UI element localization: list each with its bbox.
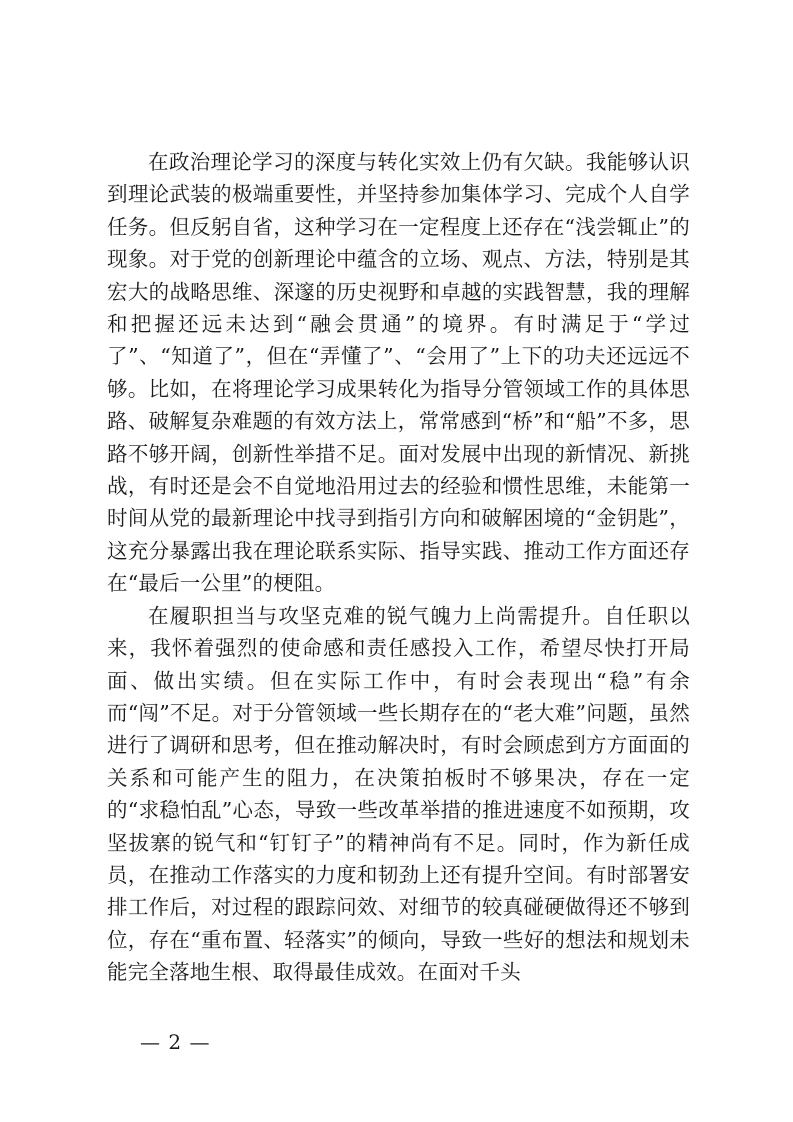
paragraph-responsibility: 在履职担当与攻坚克难的锐气魄力上尚需提升。自任职以来，我怀着强烈的使命感和责任感投入工作，希望尽快打开局面、做出实绩。但在实际工作中，有时会表现出“稳”有余而“闯”不足。对于分管领域一些长期存在的“老大难”问题，虽然进行了调研和思考，但在推动解决时，有时会顾虑到方方面面的关系和可能产生的阻力，在决策拍板时不够果决，存在一定的“求稳怕乱”心态，导致一些改革举措的推进速度不如预期，攻坚拔寨的锐气和“钉钉子”的精神尚有不足。同时，作为新任成员，在推动工作落实的力度和韧劲上还有提升空间。有时部署安排工作后，对过程的跟踪问效、对细节的较真碰硬做得还不够到位，存在“重布置、轻落实”的倾向，导致一些好的想法和规划未能完全落地生根、取得最佳成效。在面对千头 [107,603,690,985]
document-body [107,146,690,989]
page-number: — 2 — [140,1030,211,1054]
paragraph-theory-study: 在政治理论学习的深度与转化实效上仍有欠缺。我能够认识到理论武装的极端重要性，并坚持参加集体学习、完成个人自学任务。但反躬自省，这种学习在一定程度上还存在“浅尝辄止”的现象。对于党的创新理论中蕴含的立场、观点、方法，特别是其宏大的战略思维、深邃的历史视野和卓越的实践智慧，我的理解和把握还远未达到“融会贯通”的境界。有时满足于“学过了”、“知道了”，但在“弄懂了”、“会用了”上下的功夫还远远不够。比如，在将理论学习成果转化为指导分管领域工作的具体思路、破解复杂难题的有效方法上，常常感到“桥”和“船”不多，思路不够开阔，创新性举措不足。面对发展中出现的新情况、新挑战，有时还是会不自觉地沿用过去的经验和惯性思维，未能第一时间从党的最新理论中找寻到指引方向和破解困境的“金钥匙”，这充分暴露出我在理论联系实际、指导实践、推动工作方面还存在“最后一公里”的梗阻。 [107,150,690,596]
